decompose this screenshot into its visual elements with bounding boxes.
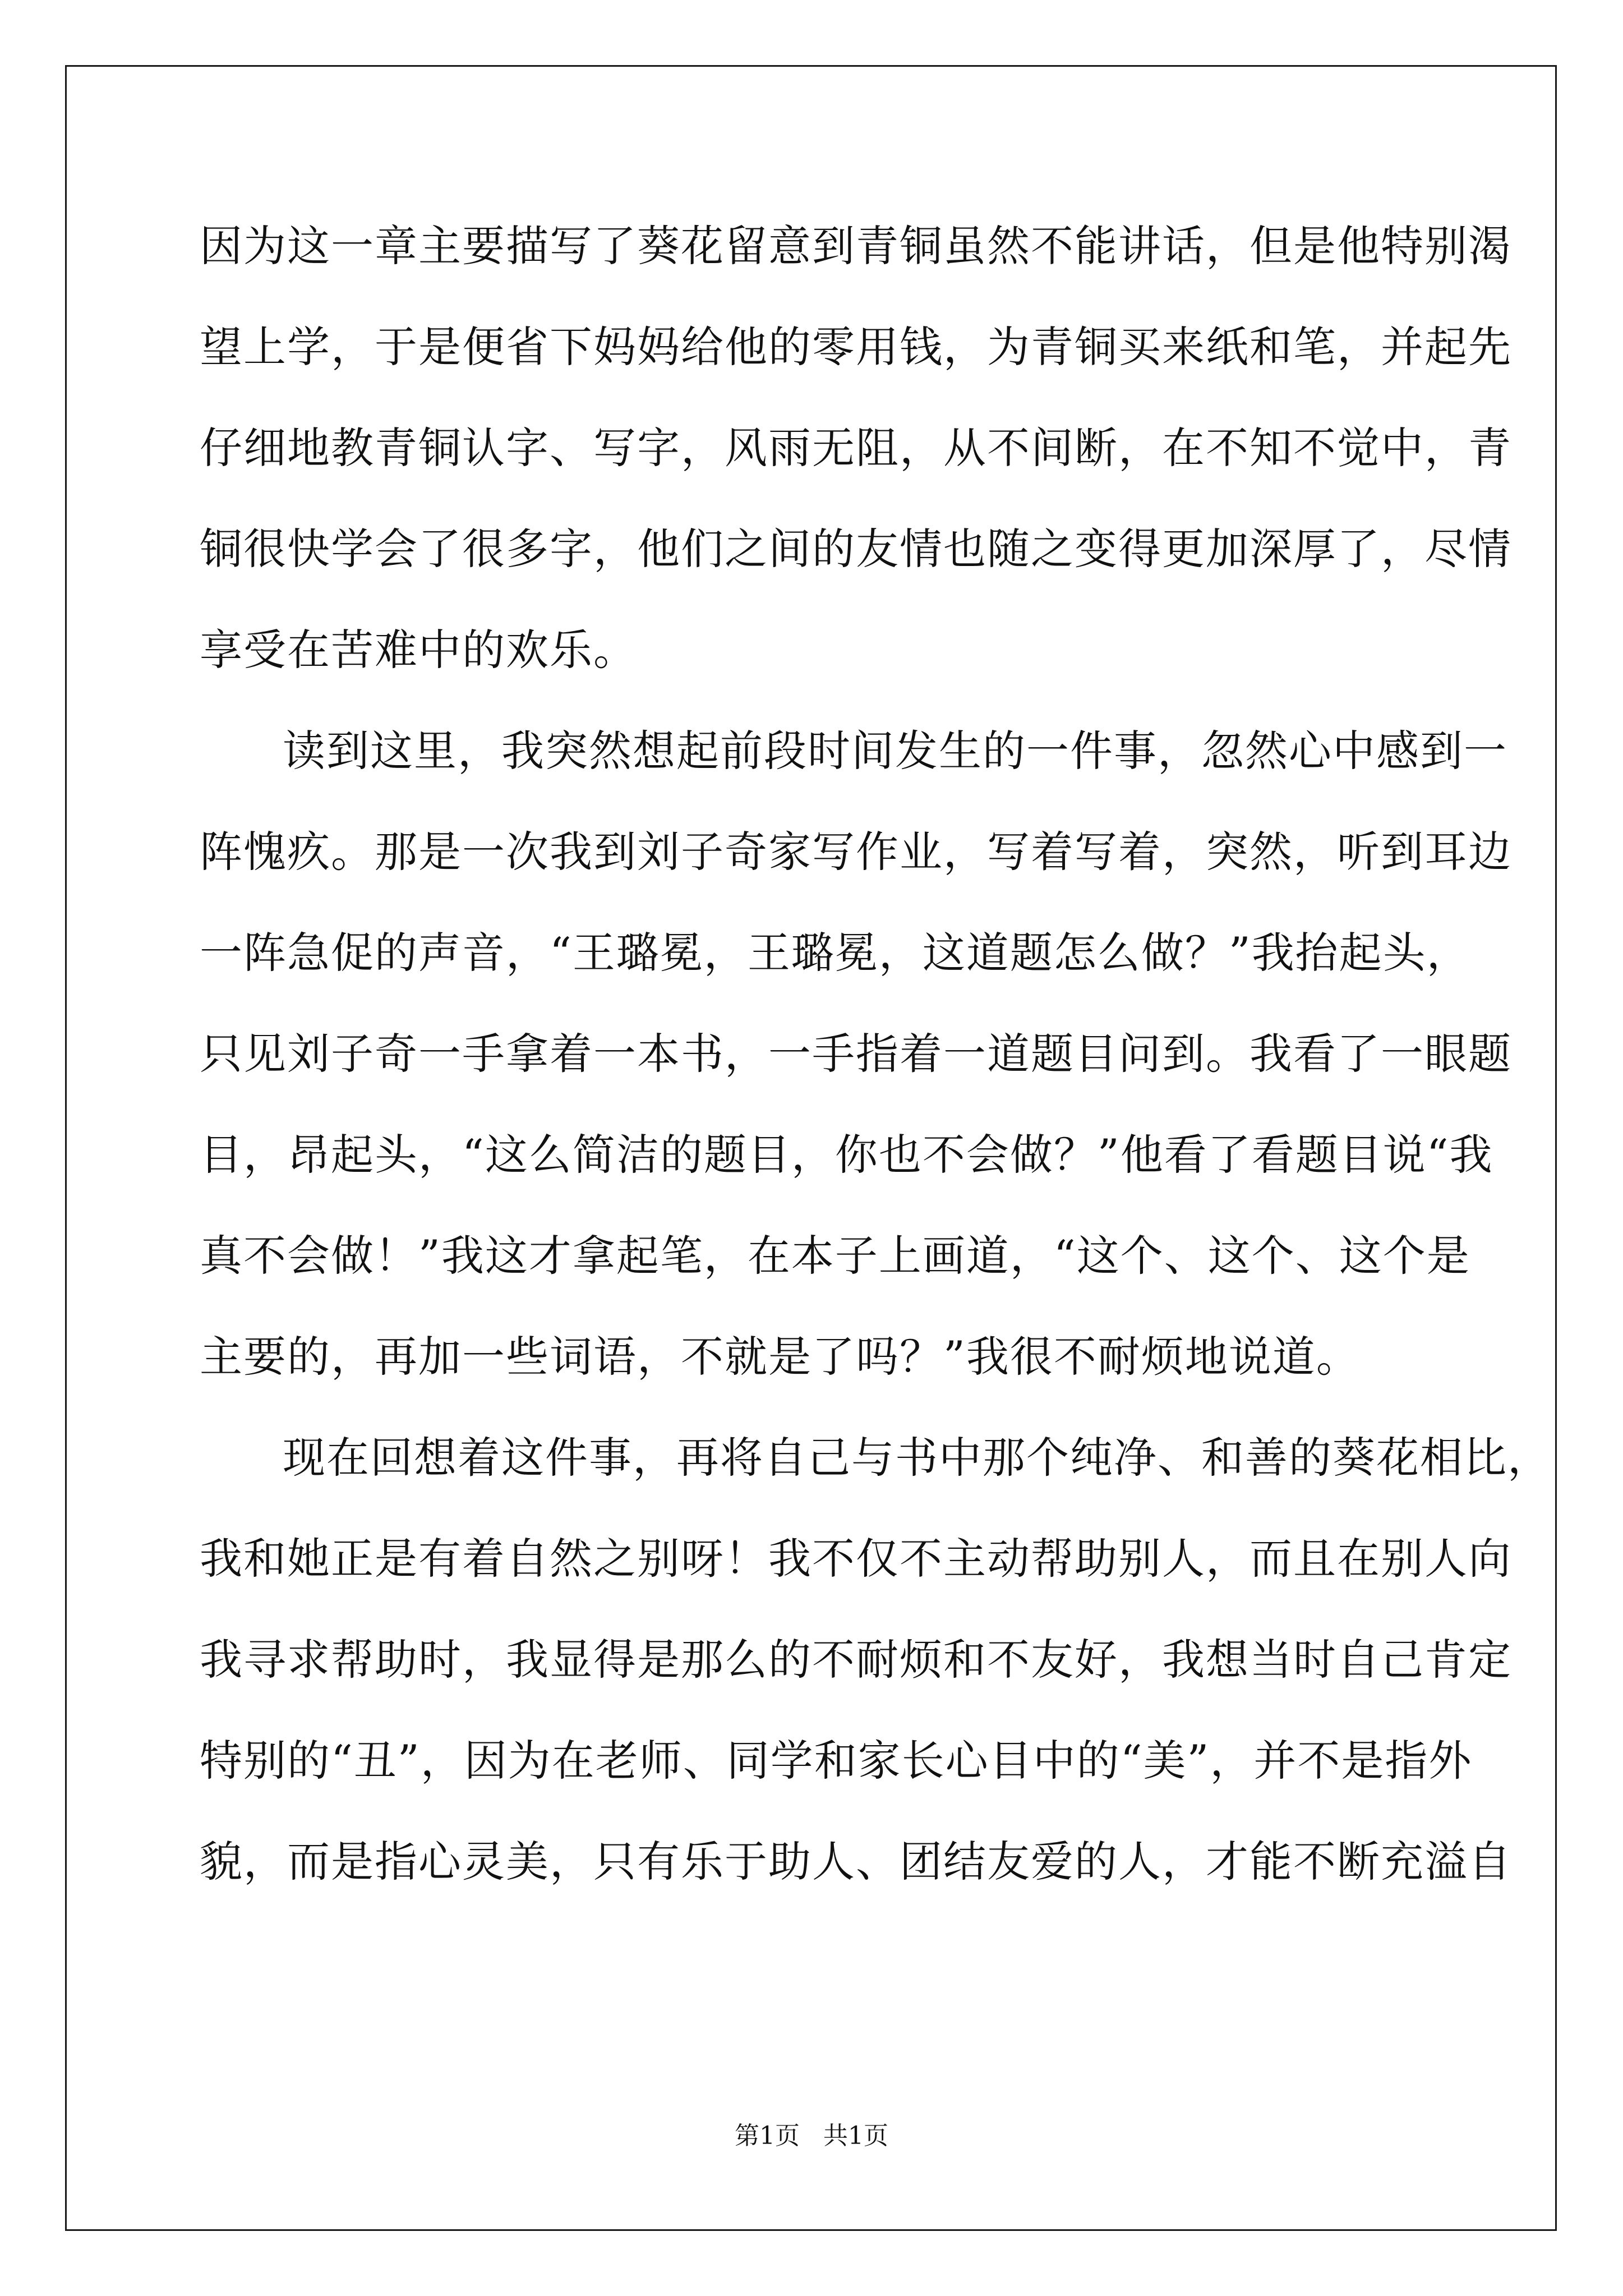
paragraph-1-line-1: 因为这一章主要描写了葵花留意到青铜虽然不能讲话，但是他特别渴 — [200, 221, 1512, 271]
paragraph-2-line-6: 真不会做！”我这才拿起笔，在本子上画道，“这个、这个、这个是 — [200, 1231, 1470, 1281]
paragraph-1-line-3: 仔细地教青铜认字、写字，风雨无阻，从不间断，在不知不觉中，青 — [200, 423, 1512, 473]
paragraph-1-line-4: 铜很快学会了很多字，他们之间的友情也随之变得更加深厚了，尽情 — [200, 524, 1512, 574]
paragraph-1-line-2: 望上学，于是便省下妈妈给他的零用钱，为青铜买来纸和笔，并起先 — [200, 322, 1512, 372]
paragraph-3-line-4: 特别的“丑”，因为在老师、同学和家长心目中的“美”，并不是指外 — [200, 1736, 1473, 1786]
paragraph-3-line-3: 我寻求帮助时，我显得是那么的不耐烦和不友好，我想当时自己肯定 — [200, 1635, 1512, 1685]
paragraph-2-line-7: 主要的，再加一些词语，不就是了吗？”我很不耐烦地说道。 — [200, 1332, 1360, 1382]
paragraph-2-line-5: 目，昂起头，“这么简洁的题目，你也不会做？”他看了看题目说“我 — [200, 1130, 1493, 1180]
paragraph-2-line-4: 只见刘子奇一手拿着一本书，一手指着一道题目问到。我看了一眼题 — [200, 1029, 1512, 1079]
paragraph-3-line-5: 貌，而是指心灵美，只有乐于助人、团结友爱的人，才能不断充溢自 — [200, 1837, 1512, 1887]
paragraph-3-line-2: 我和她正是有着自然之别呀！我不仅不主动帮助别人，而且在别人向 — [200, 1534, 1512, 1584]
paragraph-3-line-1: 现在回想着这件事，再将自己与书中那个纯净、和善的葵花相比， — [283, 1433, 1551, 1483]
page-number-footer: 第1页 共1页 — [735, 2122, 888, 2150]
paragraph-1-line-5: 享受在苦难中的欢乐。 — [200, 625, 637, 675]
paragraph-2-line-3: 一阵急促的声音，“王璐冕，王璐冕，这道题怎么做？”我抬起头， — [200, 928, 1470, 978]
paragraph-2-line-2: 阵愧疚。那是一次我到刘子奇家写作业，写着写着，突然，听到耳边 — [200, 827, 1512, 877]
paragraph-2-line-1: 读到这里，我突然想起前段时间发生的一件事，忽然心中感到一 — [283, 726, 1507, 776]
